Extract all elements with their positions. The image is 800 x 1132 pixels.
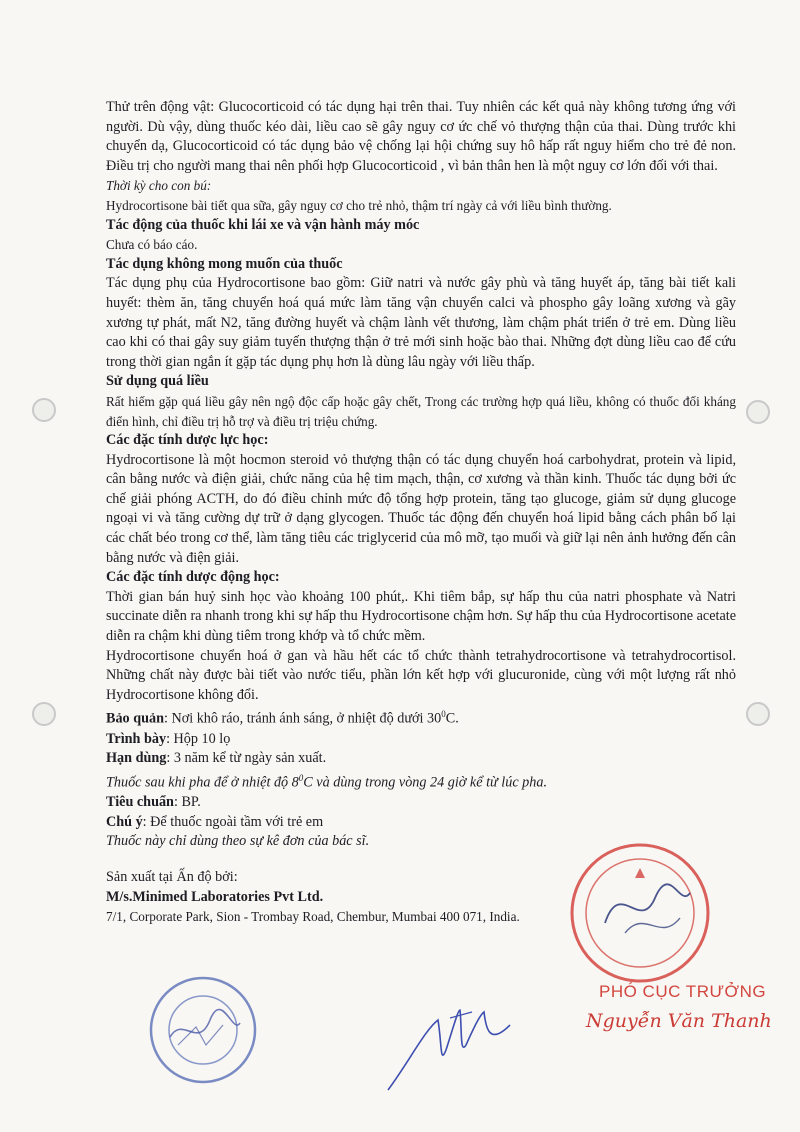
document-body [106, 98, 736, 927]
shelf-note-pre: Thuốc sau khi pha để ở nhiệt độ 8 [106, 774, 299, 791]
shelf-note-line [106, 769, 736, 793]
shelf-note-degree: 0 [298, 772, 304, 783]
made-in-line: Sản xuất tại Ấn độ bởi: [106, 869, 238, 886]
heading-pharmacodynamics: Các đặc tính dược lực học: [106, 432, 269, 449]
paragraph-driving: Chưa có báo cáo. [106, 237, 198, 253]
subheading-breastfeeding: Thời kỳ cho con bú: [106, 178, 212, 194]
punch-hole-right-bottom [746, 702, 770, 726]
punch-hole-right-top [746, 400, 770, 424]
paragraph-pharmacokinetics-2: Hydrocortisone chuyển hoá ở gan và hầu hết các tổ chức thành tetrahydrocortisone và tetrahydrocortisol. Những chất này được bài tiết vào nước tiểu, phần lớn kết hợp với glucuronide, cùng với một lượng rất nhỏ Hydrocortisone không đổi. [106, 647, 736, 703]
paragraph-pharmacokinetics-1: Thời gian bán huỷ sinh học vào khoảng 100 phút,. Khi tiêm bắp, sự hấp thu của natri phosphate và Natri succinate diễn ra nhanh trong khi sự hấp thu Hydrocortisone chậm hơn. Sự hấp thu của Hydrocortisone acetate diễn ra chậm khi dùng tiêm trong khớp và tổ chức mềm. [106, 588, 736, 645]
paragraph-overdose: Rất hiếm gặp quá liều gây nên ngộ độc cấp hoặc gây chết, Trong các trường hợp quá liều, không có thuốc đối kháng điển hình, chỉ điều trị hỗ trợ và điều trị triệu chứng. [106, 393, 736, 429]
shelf-note-post: C và dùng trong vòng 24 giờ kể từ lúc pha. [303, 774, 548, 791]
heading-pharmacokinetics: Các đặc tính dược động học: [106, 569, 280, 586]
shelf-life-text: : 3 năm kể từ ngày sản xuất. [166, 750, 327, 767]
official-stamp-icon [565, 838, 715, 988]
storage-degree: 0 [441, 709, 446, 720]
stamp-name: Nguyễn Văn Thanh [586, 1010, 772, 1032]
storage-unit: C. [445, 711, 459, 728]
standard-line [106, 793, 736, 813]
paragraph-breastfeeding: Hydrocortisone bài tiết qua sữa, gây nguy cơ cho trẻ nhỏ, thậm trí ngày cả với liều bình thường. [106, 197, 612, 213]
paragraph-animal-studies: Thử trên động vật: Glucocorticoid có tác dụng hại trên thai. Tuy nhiên các kết quả này không tương ứng với người. Dù vậy, dùng thuốc kéo dài, liều cao sẽ gây nguy cơ ức chế vỏ thượng thận của thai. Dùng trước khi chuyển dạ, Glucocorticoid có tác dụng bảo vệ chống lại hội chứng suy hô hấp rất nguy hiểm cho trẻ đẻ non. Điều trị cho người mang thai nên phối hợp Glucocorticoid , vì bản thân hen là một nguy cơ lớn đối với thai. [106, 99, 736, 174]
storage-label: Bảo quản [106, 711, 164, 728]
presentation-text: : Hộp 10 lọ [166, 730, 231, 747]
heading-driving: Tác động của thuốc khi lái xe và vận hành máy móc [106, 216, 420, 233]
company-seal-icon [148, 975, 258, 1085]
standard-text: : BP. [173, 794, 201, 811]
presentation-label: Trình bày [106, 730, 167, 747]
punch-hole-left-bottom [32, 702, 56, 726]
presentation-line [106, 730, 736, 750]
signature-icon [380, 990, 550, 1100]
shelf-life-line [106, 749, 736, 769]
shelf-life-label: Hạn dùng [106, 750, 167, 767]
heading-overdose: Sử dụng quá liều [106, 373, 209, 390]
prescription-note: Thuốc này chỉ dùng theo sự kê đơn của bác sĩ. [106, 833, 370, 850]
manufacturer-name: M/s.Minimed Laboratories Pvt Ltd. [106, 888, 324, 905]
stamp-title: PHÓ CỤC TRƯỞNG [599, 982, 767, 1001]
caution-text: : Để thuốc ngoài tầm với trẻ em [142, 813, 324, 830]
storage-text: : Nơi khô ráo, tránh ánh sáng, ở nhiệt độ dưới 30 [163, 711, 442, 728]
storage-line [106, 705, 736, 729]
caution-label: Chú ý [106, 813, 143, 830]
caution-line [106, 813, 736, 833]
punch-hole-left-top [32, 398, 56, 422]
heading-side-effects: Tác dụng không mong muốn của thuốc [106, 255, 343, 272]
paragraph-side-effects: Tác dụng phụ của Hydrocortisone bao gồm: Giữ natri và nước gây phù và tăng huyết áp, tăng bài tiết kali huyết: thèm ăn, tăng chuyển hoá quá mức làm tăng vận chuyển calci và phospho gây loãng xương và gãy xương tự phát, mất N2, tăng đường huyết và chậm lành vết thương, làm chậm phát triển ở trẻ em. Dùng liều cao khi có thai gây suy giảm tuyến thượng thận ở trẻ mới sinh hoặc bào thai. Những đợt dùng liều cao để cứu trong thời gian ngắn ít gặp tác dụng phụ hơn là dùng lâu ngày với liều thấp. [106, 275, 736, 370]
manufacturer-address: 7/1, Corporate Park, Sion - Trombay Road, Chembur, Mumbai 400 071, India. [106, 909, 520, 925]
paragraph-pharmacodynamics: Hydrocortisone là một hocmon steroid vỏ thượng thận có tác dụng chuyển hoá carbohydrat, protein và lipid, cân bằng nước và điện giải, chức năng của hệ tim mạch, thận, cơ xương và thần kinh. Thuốc tác dụng bởi ức chế giải phóng ACTH, do đó điều chỉnh mức độ tổng hợp protein, tăng tạo glucoge, giảm sử dụng glucoge ngoại vi và tăng cường dự trữ ở dạng glycogen. Thuốc tác động đến chuyển hoá lipid bằng cách phân bố lại các chất béo trong cơ thể, làm tăng tiêu các triglycerid của mô mỡ, tạo muối và giữ lại nên ảnh hưởng đến cân bằng nước và điện giải. [106, 451, 736, 566]
standard-label: Tiêu chuẩn [106, 794, 174, 811]
